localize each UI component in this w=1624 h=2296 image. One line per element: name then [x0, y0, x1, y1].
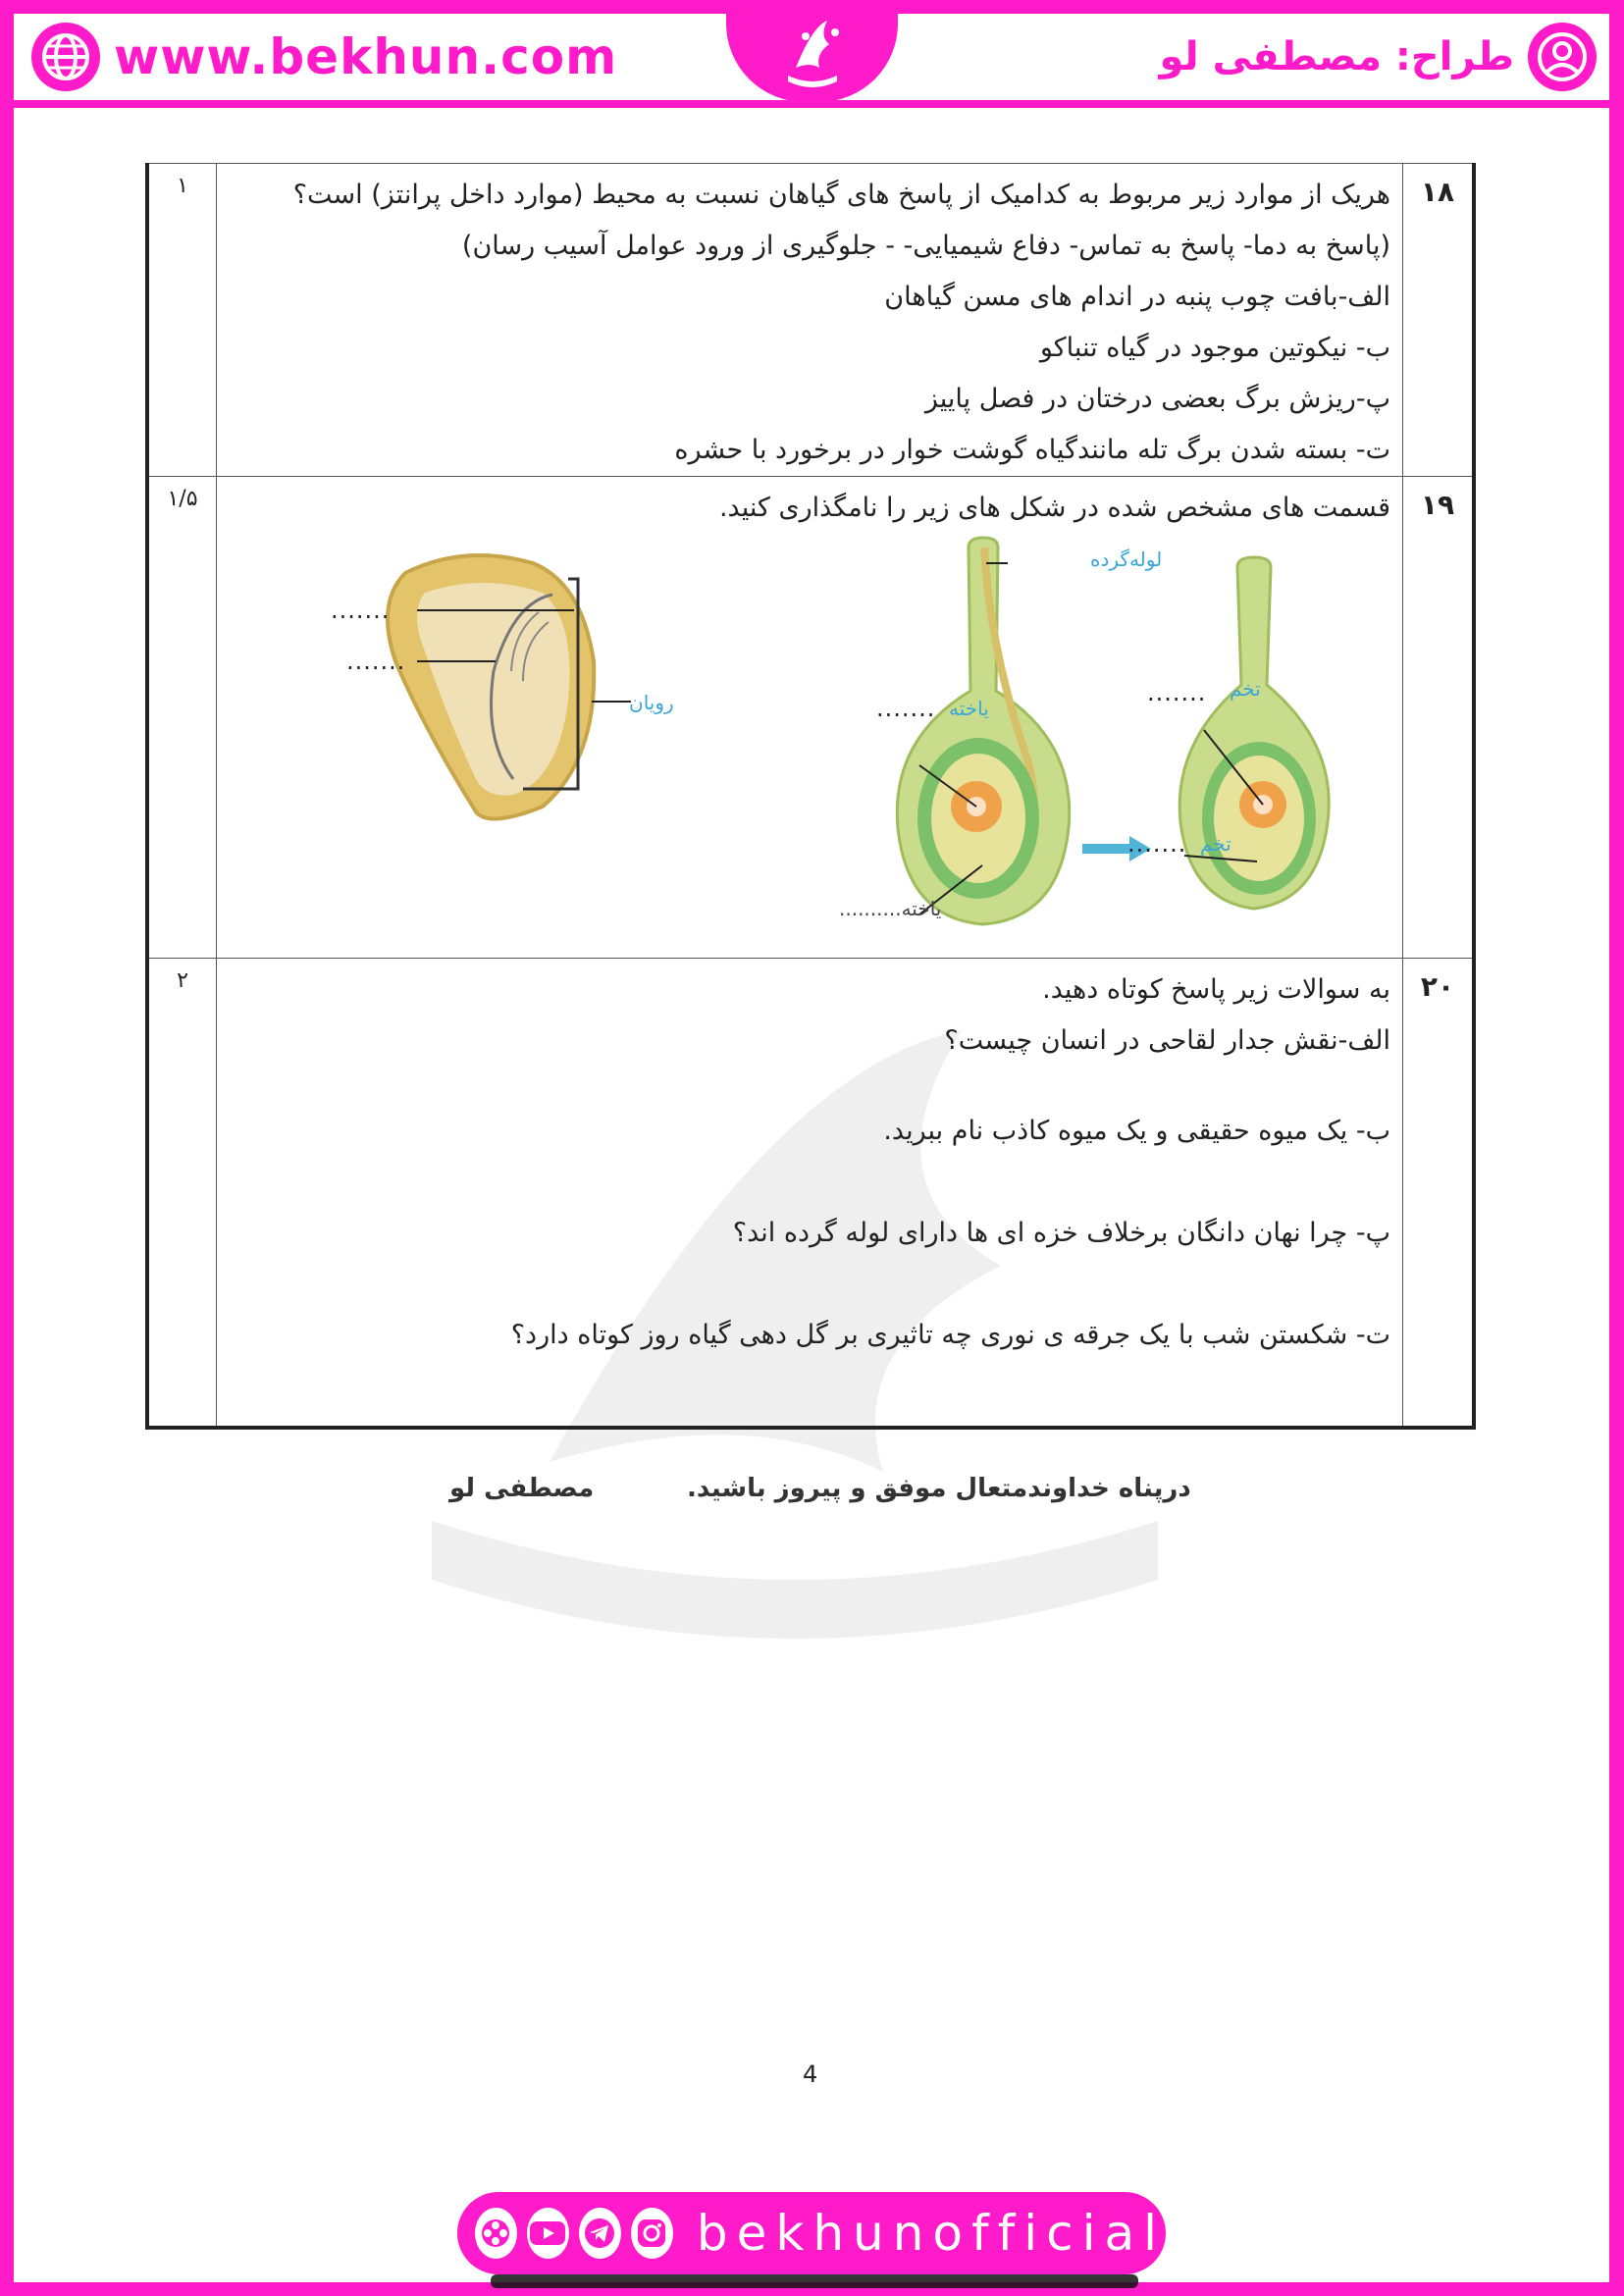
- question-row-20: [147, 959, 1474, 1428]
- seed-figure: [366, 544, 602, 828]
- question-body: [217, 477, 1403, 959]
- closing-message: درپناه خداوندمتعال موفق و پیروز باشید.: [687, 1474, 1191, 1503]
- user-icon: [1528, 23, 1597, 91]
- instagram-icon[interactable]: [631, 2208, 673, 2259]
- figure-area: [229, 534, 1390, 958]
- question-item-b: ب- یک میوه حقیقی و یک میوه کاذب نام ببرید.: [883, 1116, 1390, 1146]
- footer-shadow: [491, 2274, 1138, 2288]
- question-item-a: الف-نقش جدار لقاحی در انسان چیست؟: [944, 1025, 1390, 1056]
- brand-logo-icon: [759, 7, 866, 95]
- question-score: ۱: [147, 164, 217, 477]
- blank-cell-left: .......: [876, 695, 936, 722]
- question-table: [145, 163, 1476, 1430]
- question-item-c: پ- چرا نهان دانگان برخلاف خزه ای ها دارای لوله گرده اند؟: [732, 1218, 1390, 1248]
- question-item-d: ت- بسته شدن برگ تله مانندگیاه گوشت خوار در برخورد با حشره: [674, 435, 1390, 465]
- ovule-figure-right: [1161, 548, 1347, 913]
- site-url[interactable]: www.bekhun.com: [114, 28, 618, 85]
- question-text: هریک از موارد زیر مربوط به کدامیک از پاسخ های گیاهان نسبت به محیط (موارد داخل پرانتز) است؟: [292, 180, 1390, 210]
- social-bar[interactable]: [457, 2192, 1166, 2274]
- youtube-icon[interactable]: [527, 2208, 569, 2259]
- ovule-figure-pollen-tube: [880, 534, 1086, 926]
- designer-credit: [1160, 18, 1597, 96]
- site-link[interactable]: [31, 18, 617, 96]
- question-body: [217, 164, 1403, 477]
- question-row-19: [147, 477, 1474, 959]
- blank-egg-bottom: .......: [1127, 830, 1187, 858]
- question-body: [217, 959, 1403, 1428]
- blank-egg-top: .......: [1147, 679, 1207, 706]
- aparat-icon[interactable]: [475, 2208, 517, 2259]
- question-score: ۱/۵: [147, 477, 217, 959]
- blank-seed-coat: .......: [331, 597, 391, 624]
- blank-cotyledon: .......: [346, 648, 406, 675]
- question-score: ۲: [147, 959, 217, 1428]
- question-number: ۲۰: [1403, 959, 1475, 1428]
- globe-icon: [31, 23, 100, 91]
- question-item-c: پ-ریزش برگ بعضی درختان در فصل پاییز: [924, 384, 1390, 414]
- label-embryo: رویان: [629, 691, 674, 714]
- label-egg-top: تخم: [1230, 677, 1261, 701]
- question-number: ۱۹: [1403, 477, 1475, 959]
- seed-leader-lines: [417, 593, 633, 681]
- label-pollen-tube: لوله‌گرده: [1090, 548, 1163, 571]
- embryo-bracket-line: [592, 697, 631, 706]
- designer-name: طراح: مصطفی لو: [1159, 34, 1514, 79]
- question-text: قسمت های مشخص شده در شکل های زیر را نامگذاری کنید.: [718, 493, 1390, 523]
- question-row-18: [147, 164, 1474, 477]
- page-number: 4: [803, 2061, 818, 2088]
- question-options: (پاسخ به دما- پاسخ به تماس- دفاع شیمیایی- - جلوگیری از ورود عوامل آسیب رسان): [461, 231, 1390, 261]
- question-item-b: ب- نیکوتین موجود در گیاه تنباکو: [1039, 333, 1390, 363]
- question-text: به سوالات زیر پاسخ کوتاه دهید.: [1042, 974, 1390, 1005]
- question-number: ۱۸: [1403, 164, 1475, 477]
- question-item-a: الف-بافت چوب پنبه در اندام های مسن گیاهان: [884, 282, 1390, 312]
- question-item-d: ت- شکستن شب با یک جرقه ی نوری چه تاثیری بر گل دهی گیاه روز کوتاه دارد؟: [510, 1320, 1390, 1350]
- social-handle[interactable]: bekhunofficial: [696, 2205, 1166, 2262]
- label-cell-bottom: یاخته..........: [839, 897, 942, 920]
- label-cell-left: یاخته: [949, 697, 989, 720]
- label-egg-bottom: تخم: [1200, 832, 1231, 856]
- telegram-icon[interactable]: [579, 2208, 621, 2259]
- author-signature: مصطفی لو: [449, 1474, 595, 1503]
